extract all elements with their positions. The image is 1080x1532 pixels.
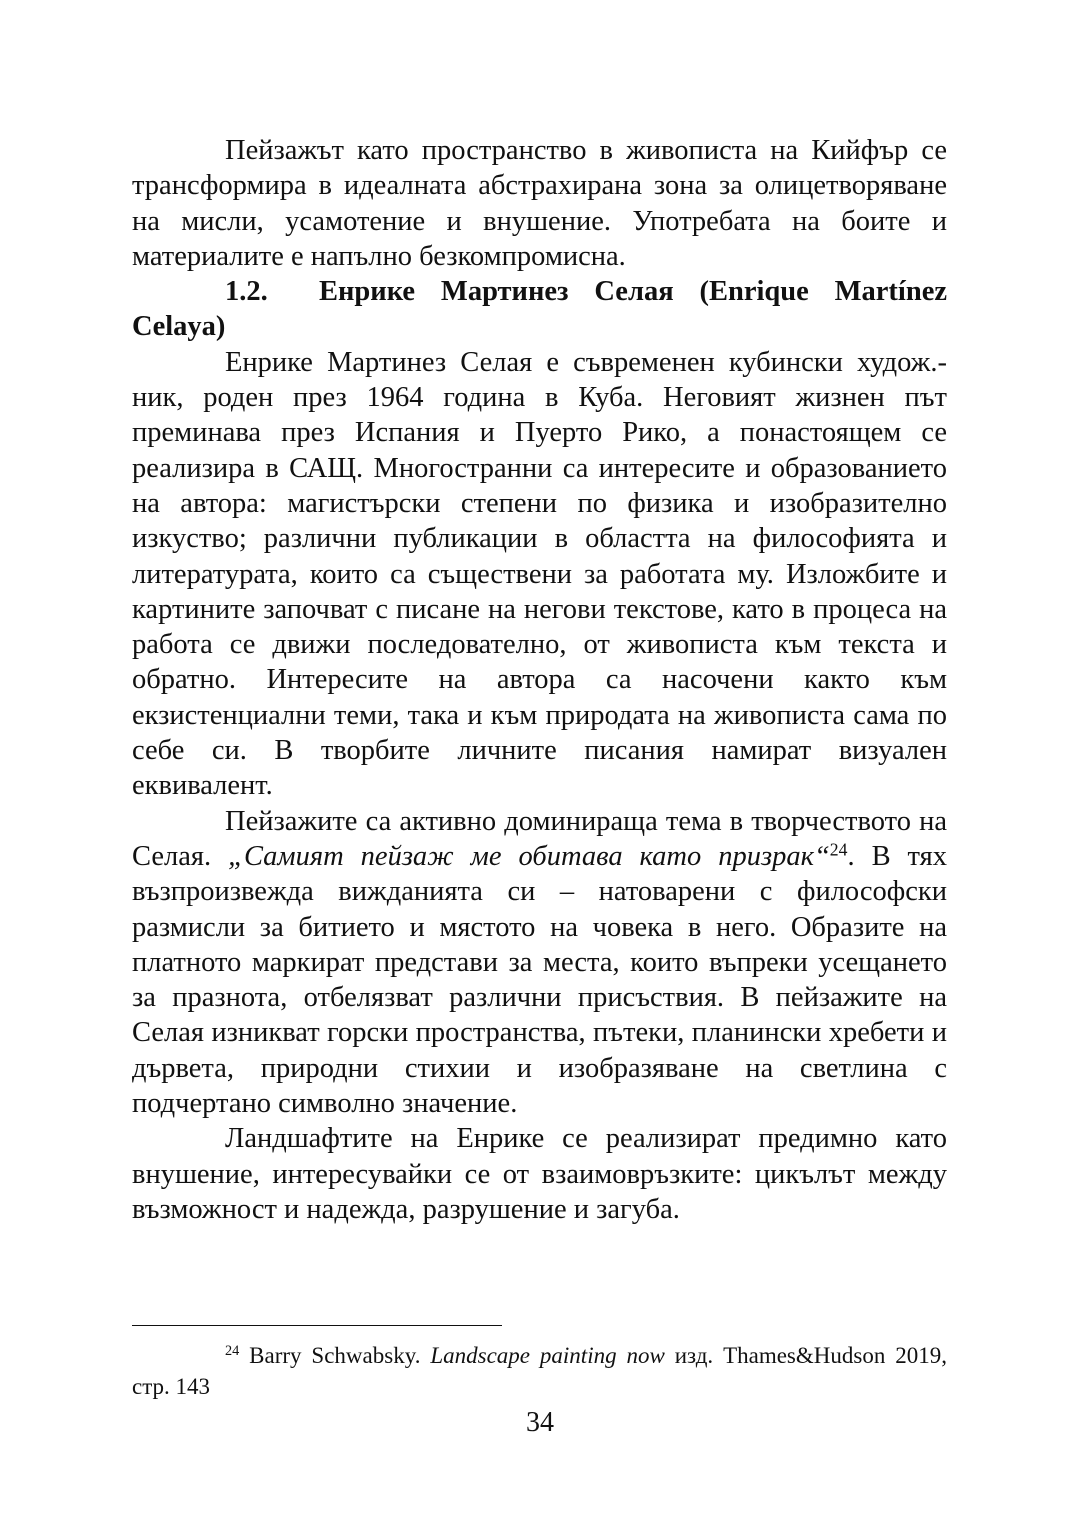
main-text — [132, 133, 947, 1227]
paragraph-intro: Пейзажът като пространство в живописта на Кийфър се трансформира в идеалната абстрахирана зона за олицетворяване на мисли, усамотение и внушение. Употребата на боите и материалите е напълно безкомпромисна. — [132, 135, 947, 272]
footnote-reference: 24 — [829, 839, 848, 860]
footnote-separator — [132, 1325, 502, 1326]
footnote-number: 24 — [225, 1343, 240, 1360]
section-title: Енрике Мартинез Селая (Enrique Martínez Celaya) — [132, 276, 947, 343]
footnote-publisher: изд. Thames&Hudson 2019, стр. 143 — [132, 1343, 947, 1399]
paragraph-landscapes-lead: Пейзажите са активно доминираща тема в творчеството на Селая. — [132, 805, 947, 872]
quote-text: „Самият пейзаж ме обитава като призрак“ — [228, 840, 830, 872]
paragraph-conclusion: Ландшафтите на Енрике се реализират предимно като внушение, интересувайки се от взаимовръзките: цикълът между възможност и надежда, разрушение и загуба. — [132, 1123, 947, 1225]
footnote-title: Landscape painting now — [430, 1343, 665, 1368]
footnote-author: Barry Schwabsky. — [239, 1343, 431, 1368]
paragraph-landscapes — [132, 804, 947, 1122]
page-number: 34 — [526, 1407, 554, 1438]
section-heading — [132, 274, 947, 345]
paragraph-biography: Енрике Мартинез Селая е съвременен кубински худож.-ник, роден през 1964 година в Куба. Неговият жизнен път преминава през Испания и Пуерто Рико, а понастоящем се реализира в САЩ. Многостранни са интересите и образованието на автора: магистърски степени по физика и изобразително изкуство; различни публикации в областта на философията и литературата, които са съществени за работата му. Изложбите и картините започват с писане на негови текстове, като в процеса на работа се движи последователно, от живописта към текста и обратно. Интересите на автора са насочени както към екзистенциални теми, така и към природата на живописта сама по себе си. В творбите личните писания намират визуален еквивалент. — [132, 346, 947, 802]
section-number: 1.2. — [225, 276, 268, 308]
paragraph-landscapes-rest: . В тях възпроизвежда вижданията си – натоварени с философски размисли за битието и мястото на човека в него. Образите на платното маркират представи за места, които въпреки усещането за празнота, отбелязват различни присъствия. В пейзажите на Селая изникват горски пространства, пътеки, планински хребети и дървета, природни стихии и изобразяване на светлина с подчертано символно значение. — [132, 840, 947, 1120]
footnote — [132, 1340, 947, 1402]
